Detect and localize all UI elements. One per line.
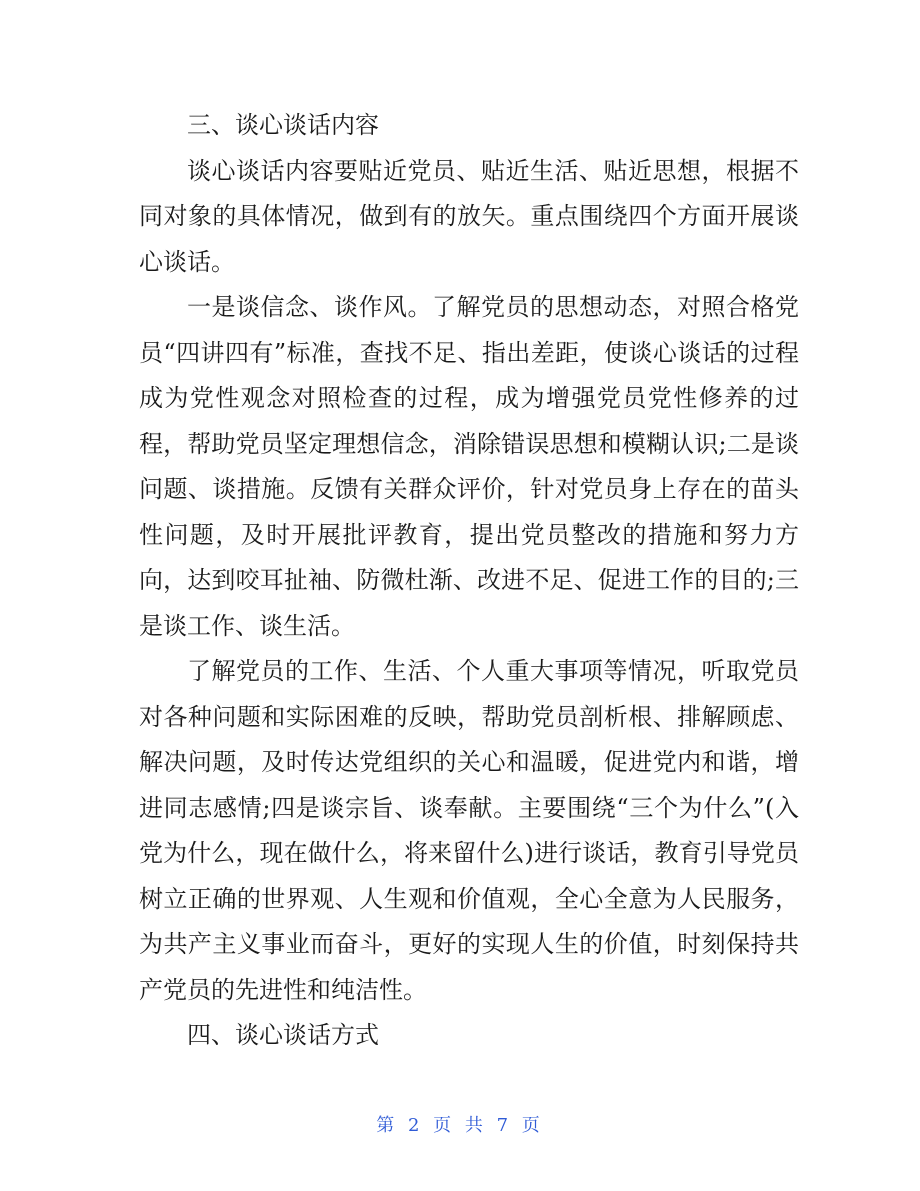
section-heading-content: 三、谈心谈话内容 <box>187 111 379 139</box>
paragraph-work-life: 了解党员的工作、生活、个人重大事项等情况，听取党员对各种问题和实际困难的反映，帮助党员剖析根、排解顾虑、解决问题，及时传达党组织的关心和温暖，促进党内和谐，增进同志感情;四是谈宗旨、谈奉献。主要围绕“三个为什么”(入党为什么，现在做什么，将来留什么)进行谈话，教育引导党员树立正确的世界观、人生观和价值观，全心全意为人民服务，为共产主义事业而奋斗，更好的实现人生的价值，时刻保持共产党员的先进性和纯洁性。 <box>139 657 799 1004</box>
paragraph-belief-style: 一是谈信念、谈作风。了解党员的思想动态，对照合格党员“四讲四有”标准，查找不足、指出差距，使谈心谈话的过程成为党性观念对照检查的过程，成为增强党员党性修养的过程，帮助党员坚定理想信念，消除错误思想和模糊认识;二是谈问题、谈措施。反馈有关群众评价，针对党员身上存在的苗头性问题，及时开展批评教育，提出党员整改的措施和努力方向，达到咬耳扯袖、防微杜渐、改进不足、促进工作的目的;三是谈工作、谈生活。 <box>139 293 799 640</box>
page-number-footer: 第 2 页 共 7 页 <box>376 1115 544 1136</box>
paragraph-intro: 谈心谈话内容要贴近党员、贴近生活、贴近思想，根据不同对象的具体情况，做到有的放矢。重点围绕四个方面开展谈心谈话。 <box>139 156 799 276</box>
document-body <box>139 103 799 1059</box>
section-heading-method: 四、谈心谈话方式 <box>187 1021 379 1049</box>
